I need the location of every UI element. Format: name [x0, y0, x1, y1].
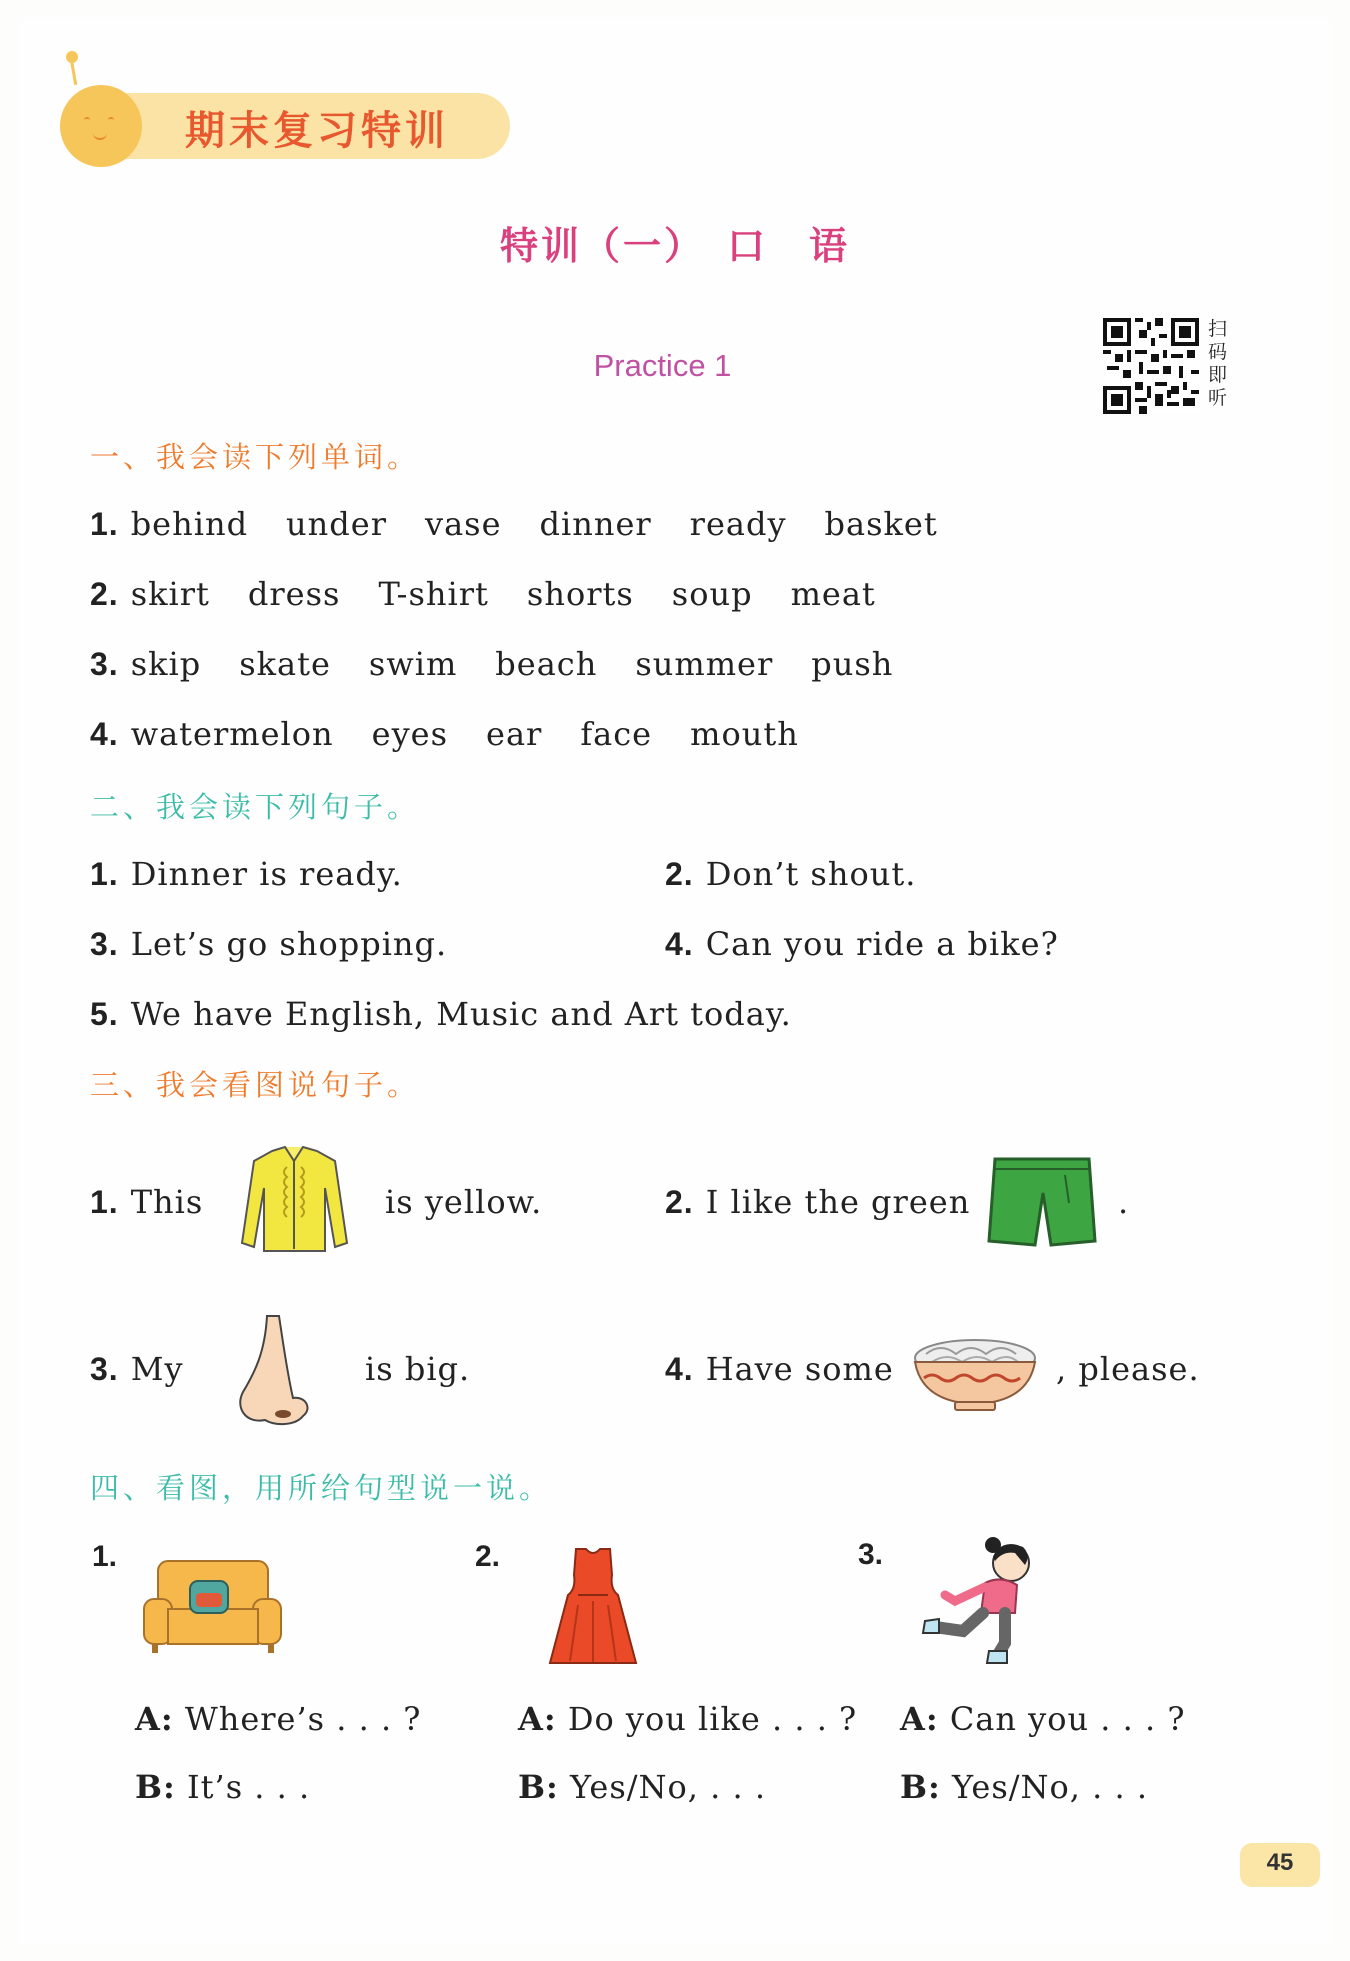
- question-number: 1.: [92, 1540, 118, 1573]
- sentence-item: 2. Don’t shout.: [665, 855, 917, 893]
- sentence-item: 4. Can you ride a bike?: [665, 925, 1059, 963]
- picture-sentence-3-end: is big.: [365, 1350, 471, 1388]
- picture-sentence-4: 4. Have some: [665, 1350, 894, 1388]
- dialog-b: B: It’s . . .: [135, 1768, 311, 1806]
- sentence-item: 5. We have English, Music and Art today.: [90, 995, 792, 1033]
- green-shorts-icon: [985, 1153, 1100, 1253]
- picture-sentence-2: 2. I like the green: [665, 1183, 971, 1221]
- word-row: 2. skirt dress T-shirt shorts soup meat: [90, 575, 876, 613]
- qr-code-icon[interactable]: [1103, 318, 1199, 414]
- picture-sentence-2-end: .: [1118, 1183, 1130, 1221]
- qr-label: 扫 码 即 听: [1208, 318, 1228, 409]
- picture-sentence-3: 3. My: [90, 1350, 184, 1388]
- sentence-item: 1. Dinner is ready.: [90, 855, 403, 893]
- dialog-a: A: Where’s . . . ?: [135, 1700, 422, 1738]
- sun-mascot-icon: [60, 85, 142, 167]
- section-1-heading: 一、我会读下列单词。: [90, 440, 421, 474]
- practice-title: Practice 1: [593, 348, 732, 383]
- dialog-b: B: Yes/No, . . .: [518, 1768, 766, 1806]
- header-banner: [60, 85, 510, 167]
- question-number: 2.: [475, 1540, 501, 1573]
- word-row: 4. watermelon eyes ear face mouth: [90, 715, 799, 753]
- page-number: 45: [1266, 1849, 1294, 1876]
- banner-title: 期末复习特训: [185, 108, 449, 154]
- unit-title: 特训（一） 口 语: [499, 224, 850, 268]
- noodle-bowl-icon: [910, 1332, 1040, 1414]
- dialog-a: A: Do you like . . . ?: [518, 1700, 858, 1738]
- word-row: 1. behind under vase dinner ready basket: [90, 505, 938, 543]
- girl-running-icon: [915, 1535, 1045, 1670]
- word-row: 3. skip skate swim beach summer push: [90, 645, 894, 683]
- dialog-a: A: Can you . . . ?: [900, 1700, 1186, 1738]
- section-4-heading: 四、看图，用所给句型说一说。: [90, 1471, 553, 1505]
- yellow-shirt-icon: [237, 1143, 352, 1258]
- dialog-b: B: Yes/No, . . .: [900, 1768, 1148, 1806]
- section-2-heading: 二、我会读下列句子。: [90, 790, 421, 824]
- section-3-heading: 三、我会看图说句子。: [90, 1068, 421, 1102]
- red-dress-icon: [548, 1545, 638, 1670]
- sentence-item: 3. Let’s go shopping.: [90, 925, 448, 963]
- nose-icon: [235, 1312, 315, 1432]
- question-number: 3.: [858, 1538, 884, 1571]
- picture-sentence-4-end: , please.: [1056, 1350, 1200, 1388]
- picture-sentence-1-end: is yellow.: [385, 1183, 543, 1221]
- picture-sentence-1: 1. This: [90, 1183, 204, 1221]
- bag-on-sofa-icon: [140, 1555, 285, 1660]
